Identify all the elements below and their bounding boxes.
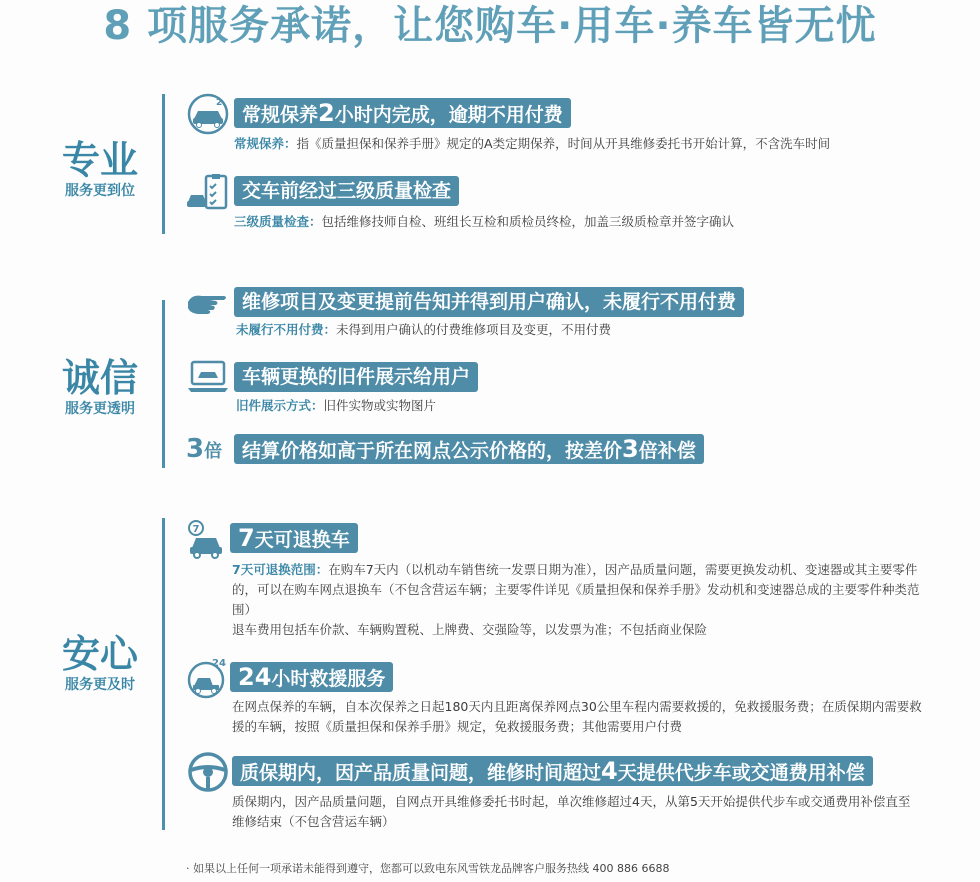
- laptop-car-icon: [186, 356, 230, 400]
- svg-text:2: 2: [216, 98, 223, 108]
- section-subtitle: 服务更透明: [65, 401, 135, 417]
- desc-text: 在网点保养的车辆，自本次保养之日起180天内且距离保养网点30公里车程内需要救援的，免救援服务费；在质保期内需要救援的车辆，按照《质量担保和保养手册》规定，免救援服务费；其他需要用户付费: [232, 699, 922, 734]
- desc-text: 包括维修技师自检、班组长互检和质检员终检，加盖三级质检章并签字确认: [321, 214, 735, 229]
- pill-number: 2: [318, 99, 335, 127]
- page-title: 8 项服务承诺，让您购车·用车·养车皆无忧: [103, 3, 877, 49]
- pill-text: 维修项目及变更提前告知并得到用户确认，未履行不用付费: [242, 291, 737, 313]
- promise-desc: [232, 697, 922, 737]
- triple-text: 倍: [204, 441, 223, 462]
- promise-desc: [236, 396, 436, 416]
- desc-key: 三级质量检查：: [234, 214, 322, 229]
- tow-truck-24-icon: [186, 656, 230, 700]
- clipboard-check-icon: [186, 172, 230, 216]
- desc-text: 未得到用户确认的付费维修项目及变更，不用付费: [336, 322, 612, 337]
- desc-text: 在购车7天内（以机动车销售统一发票日期为准），因产品质量问题，需要更换发动机、变速器或其主要零件的，可以在购车网点退换车（不包含营运车辆；主要零件详见《质量担保和保养手册》发动机和变速器总成的主要零件种类范围）: [232, 562, 920, 617]
- promise-desc: [234, 212, 734, 232]
- pill-number: 24: [238, 663, 272, 691]
- triple-number: 3: [186, 434, 205, 464]
- pill-text: 交车前经过三级质量检查: [242, 180, 452, 202]
- promise-pill: [230, 662, 393, 692]
- pill-text: 质保期内，因产品质量问题，维修时间超过: [240, 762, 602, 784]
- steering-wheel-icon: [186, 750, 230, 794]
- section-label-pro: [40, 138, 160, 200]
- promise-desc: [234, 134, 830, 154]
- pill-text: 结算价格如高于所在网点公示价格的，按差价: [242, 440, 623, 462]
- pill-text: 倍补偿: [638, 440, 696, 462]
- pointing-hand-icon: [186, 284, 230, 328]
- section-title: 专业: [61, 138, 138, 182]
- svg-text:7: 7: [192, 524, 200, 535]
- section-title: 安心: [61, 632, 138, 676]
- pill-number: 7: [238, 524, 255, 552]
- car-seven-days-icon: [186, 518, 230, 562]
- triple-compensation-icon: [186, 432, 222, 469]
- section-label-honest: [40, 356, 160, 418]
- promise-pill: [230, 523, 358, 553]
- svg-text:24: 24: [212, 658, 226, 669]
- pill-text: 天提供代步车或交通费用补偿: [617, 762, 865, 784]
- promise-pill: [234, 362, 478, 392]
- desc-text: 质保期内，因产品质量问题，自网点开具维修委托书时起，单次维修超过4天，从第5天开始提供代步车或交通费用补偿直至维修结束（不包含营运车辆）: [232, 794, 911, 829]
- section-subtitle: 服务更到位: [65, 183, 135, 199]
- pill-text: 小时内完成，逾期不用付费: [334, 104, 563, 126]
- desc-key: 常规保养：: [234, 136, 297, 151]
- desc-key: 旧件展示方式：: [236, 398, 324, 413]
- desc-text: 指《质量担保和保养手册》规定的A类定期保养，时间从开具维修委托书开始计算，不含洗车时间: [296, 136, 831, 151]
- pill-text: 常规保养: [242, 104, 319, 126]
- promise-pill: [234, 98, 571, 128]
- desc-key: 未履行不用付费：: [236, 322, 337, 337]
- promise-pill-price: [234, 434, 704, 464]
- desc-key: 7天可退换范围：: [232, 562, 329, 577]
- promise-desc: [232, 560, 922, 640]
- car-clock-icon: [186, 92, 230, 136]
- promise-pill: [234, 287, 744, 317]
- section-title: 诚信: [61, 356, 138, 400]
- pill-text: 车辆更换的旧件展示给用户: [242, 366, 471, 388]
- section-subtitle: 服务更及时: [65, 677, 135, 693]
- promise-pill: [234, 176, 459, 206]
- section-divider: [162, 518, 165, 830]
- desc-text: 旧件实物或实物图片: [323, 398, 437, 413]
- section-label-safe: [40, 632, 160, 694]
- promise-desc: [236, 320, 611, 340]
- promise-pill: [232, 756, 873, 786]
- section-divider: [162, 300, 165, 468]
- desc-text-2: 退车费用包括车价款、车辆购置税、上牌费、交强险等，以发票为准；不包括商业保险: [232, 622, 708, 637]
- pill-number: 3: [622, 435, 639, 463]
- pill-text: 小时救援服务: [271, 668, 386, 690]
- footnote-hotline: · 如果以上任何一项承诺未能得到遵守，您都可以致电东风雪铁龙品牌客户服务热线 400 886 6688: [186, 862, 670, 875]
- promise-desc: [232, 792, 922, 832]
- pill-number: 4: [601, 757, 618, 785]
- section-divider: [162, 94, 165, 234]
- pill-text: 天可退换车: [254, 529, 350, 551]
